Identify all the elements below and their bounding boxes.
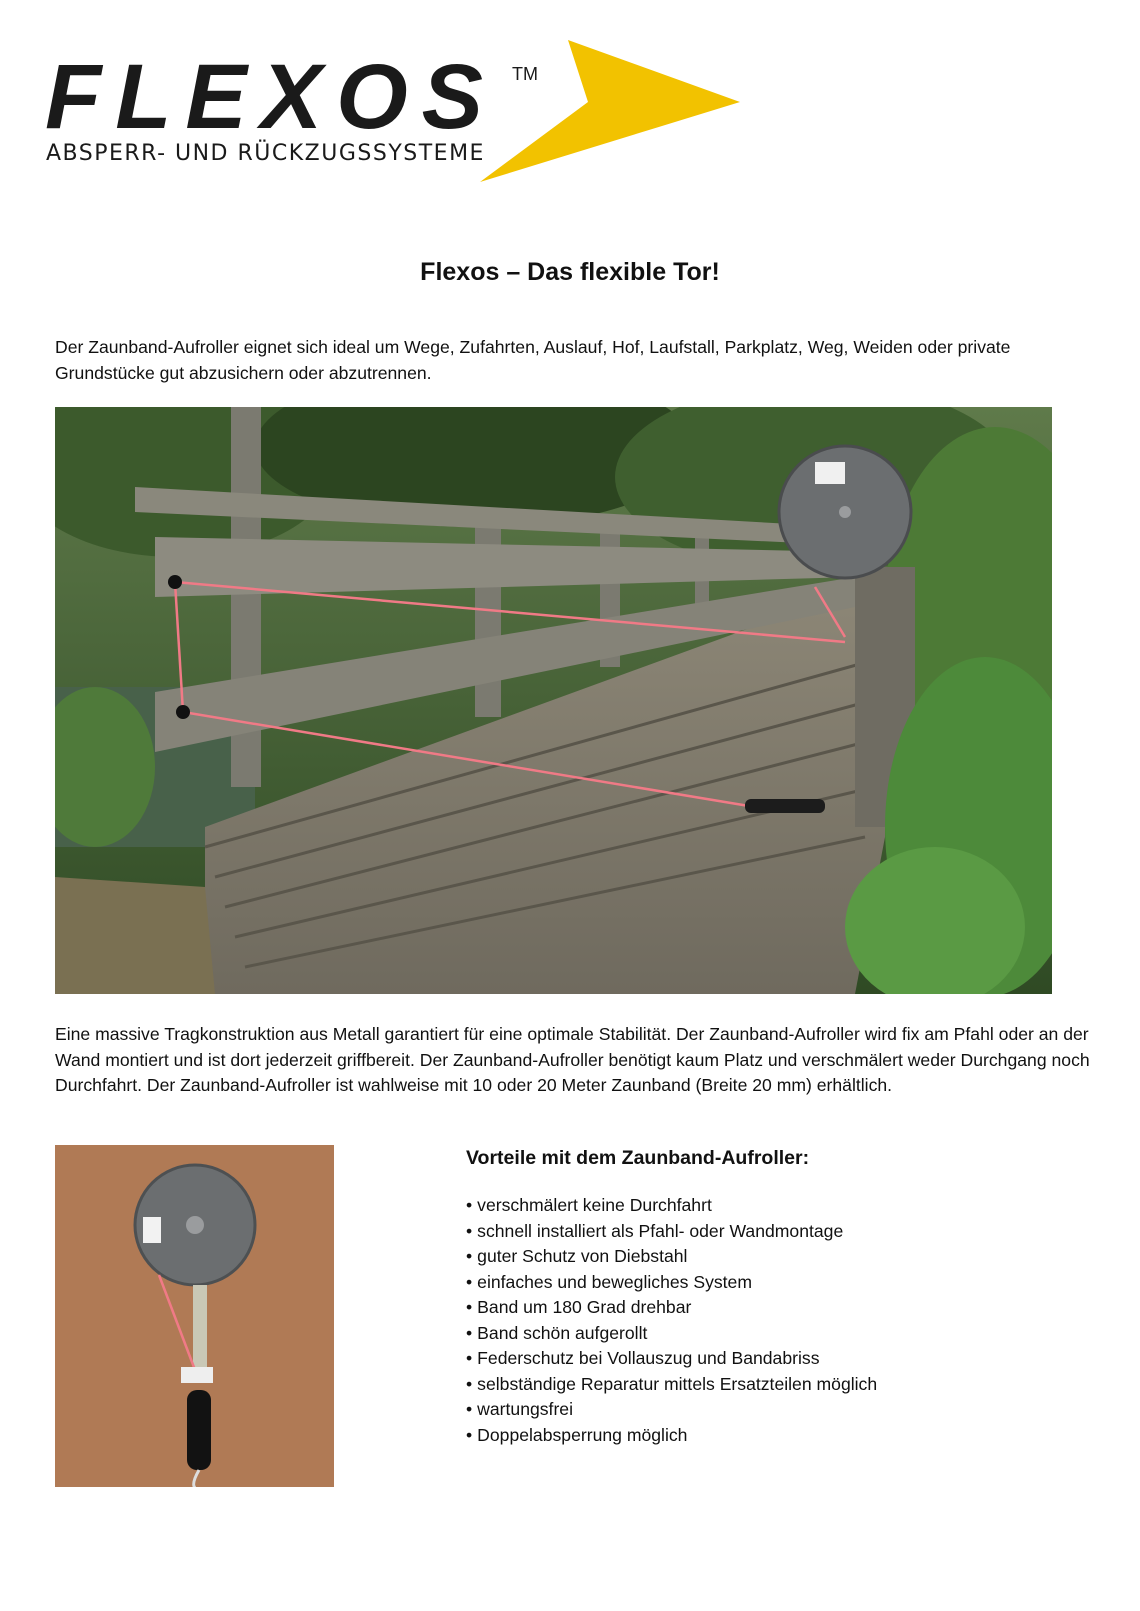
list-item [466, 1423, 877, 1449]
list-item-text: Band um 180 Grad drehbar [477, 1297, 692, 1317]
bullet-icon: • [466, 1373, 473, 1394]
page-title: Flexos – Das flexible Tor! [420, 258, 720, 286]
description-paragraph: Eine massive Tragkonstruktion aus Metall garantiert für eine optimale Stabilität. Der Zaunband-Aufroller wird fix am Pfahl oder an der Wand montiert und ist dort jederzeit griffbereit. Der Zaunband-Aufroller benötigt kaum Platz und verschmälert weder Durchgang noch Durchfahrt. Der Zaunband-Aufroller ist wahlweise mit 10 oder 20 Meter Zaunband (Breite 20 mm) erhältlich. [55, 1024, 1090, 1096]
list-item-text: guter Schutz von Diebstahl [477, 1246, 688, 1266]
list-item [466, 1295, 877, 1321]
bullet-icon: • [466, 1322, 473, 1343]
list-item-text: Band schön aufgerollt [477, 1322, 648, 1343]
logo-wordmark: FLEXOS [45, 46, 498, 148]
list-item [466, 1346, 877, 1372]
bullet-icon: • [466, 1424, 473, 1445]
intro-paragraph: Der Zaunband-Aufroller eignet sich ideal um Wege, Zufahrten, Auslauf, Hof, Laufstall, Parkplatz, Weg, Weiden oder private Grundstücke gut abzusichern oder abzutrennen. [55, 337, 1011, 383]
bullet-icon: • [466, 1195, 473, 1215]
bullet-icon: • [466, 1246, 473, 1266]
list-item-text: Doppelabsperrung möglich [477, 1424, 688, 1445]
advantages-list [466, 1193, 877, 1448]
bullet-icon: • [466, 1399, 473, 1419]
list-item-text: Federschutz bei Vollauszug und Bandabriss [477, 1348, 820, 1368]
list-item [466, 1397, 877, 1423]
list-item-text: schnell installiert als Pfahl- oder Wandmontage [477, 1220, 844, 1241]
list-item [466, 1244, 877, 1270]
advantages-heading: Vorteile mit dem Zaunband-Aufroller: [466, 1147, 810, 1169]
list-item-text: selbständige Reparatur mittels Ersatzteilen möglich [477, 1373, 878, 1394]
logo-tagline: ABSPERR- UND RÜCKZUGSSYSTEME [46, 141, 485, 166]
list-item [466, 1321, 877, 1347]
list-item [466, 1193, 877, 1219]
list-item-text: einfaches und bewegliches System [477, 1271, 752, 1292]
list-item [466, 1219, 877, 1245]
logo-trademark: TM [512, 64, 538, 84]
list-item [466, 1270, 877, 1296]
product-photo [55, 1145, 334, 1487]
bullet-icon: • [466, 1348, 473, 1368]
bullet-icon: • [466, 1297, 473, 1317]
bullet-icon: • [466, 1220, 473, 1241]
bridge-photo [55, 407, 1052, 994]
flexos-logo [40, 30, 760, 200]
list-item-text: verschmälert keine Durchfahrt [477, 1195, 712, 1215]
list-item [466, 1372, 877, 1398]
bullet-icon: • [466, 1271, 473, 1292]
list-item-text: wartungsfrei [477, 1399, 574, 1419]
logo-arrow-icon [480, 40, 740, 182]
